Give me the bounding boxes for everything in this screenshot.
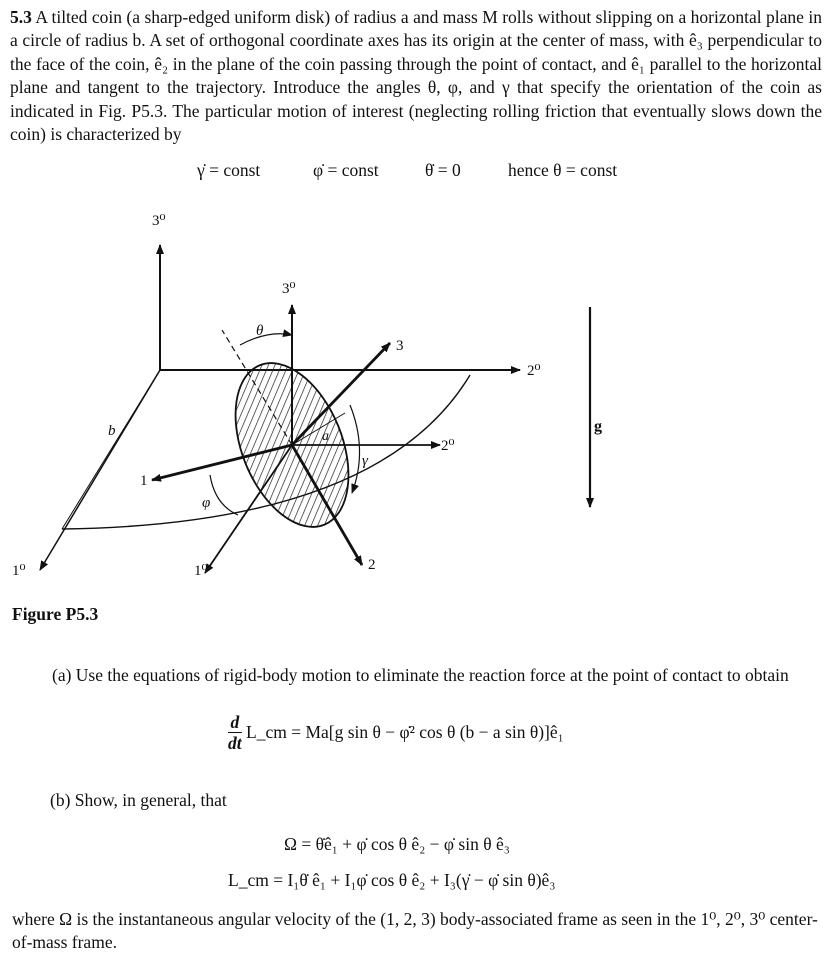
closing-text: where Ω is the instantaneous angular velocity of the (1, 2, 3) body-associated frame as seen in the 1⁰, 2⁰, 3⁰ center-of-mass frame. xyxy=(12,909,818,953)
condition-theta: hence θ = const xyxy=(508,160,618,180)
label-theta: θ xyxy=(256,323,264,339)
figure-p5-3 xyxy=(0,195,832,595)
label-axis-2-outer: 2⁰ xyxy=(527,363,541,379)
label-g: g xyxy=(594,418,602,435)
gamma-arc xyxy=(350,405,360,493)
label-body-2: 2 xyxy=(368,557,376,573)
label-phi: φ xyxy=(202,495,211,511)
condition-gamma: γ̇ = const xyxy=(197,160,261,180)
motion-conditions xyxy=(0,160,832,186)
label-axis-1-inner: 1⁰ xyxy=(194,563,208,579)
label-axis-3-outer: 3⁰ xyxy=(152,213,166,229)
label-axis-2-inner: 2⁰ xyxy=(441,438,455,454)
derivative-denominator: dt xyxy=(228,733,242,753)
label-gamma: γ xyxy=(362,453,368,469)
derivative-numerator: d xyxy=(228,712,242,733)
angular-momentum-equation: L_cm = I₁θ̇ ê₁ + I₁φ̇ cos θ ê₂ + I₃(γ̇ − φ̇ sin θ)ê₃ xyxy=(228,870,556,890)
label-body-3: 3 xyxy=(396,338,404,354)
problem-statement xyxy=(10,6,822,146)
phi-arc xyxy=(210,475,238,515)
part-a-text: (a) Use the equations of rigid-body motion to eliminate the reaction force at the point of contact to obtain xyxy=(52,665,789,685)
omega-equation: Ω = θ̇ê₁ + φ̇ cos θ ê₂ − φ̇ sin θ ê₃ xyxy=(284,834,510,854)
label-axis-1-outer: 1⁰ xyxy=(12,563,26,579)
label-body-1: 1 xyxy=(140,473,148,489)
condition-phi: φ̇ = const xyxy=(313,160,379,180)
problem-text: A tilted coin (a sharp-edged uniform disk) of radius a and mass M rolls without slipping on a horizontal plane in a circle of radius b. A set of orthogonal coordinate axes has its origin at the center of mass, with ê₃ perpendicular to the face of the coin, ê₂ in the plane of the coin passing through the point of contact, and ê₁ parallel to the horizontal plane and tangent to the trajectory. Introduce the angles θ, φ, and γ that specify the orientation of the coin as indicated in Fig. P5.3. The particular motion of interest (neglecting rolling friction that eventually slows down the coin) is characterized by xyxy=(10,7,822,145)
derivative-fraction xyxy=(228,712,242,753)
figure-caption: Figure P5.3 xyxy=(12,604,99,624)
label-b: b xyxy=(108,423,116,439)
part-b-text: (b) Show, in general, that xyxy=(50,790,227,810)
part-a-equation-rest: L_cm = Ma[g sin θ − φ̇² cos θ (b − a sin θ)]ê₁ xyxy=(246,722,564,742)
radius-b-line xyxy=(62,370,160,529)
condition-theta-dot: θ̇ = 0 xyxy=(425,160,461,180)
theta-arc xyxy=(240,334,292,345)
label-axis-3-inner: 3⁰ xyxy=(282,281,296,297)
problem-number: 5.3 xyxy=(10,7,32,27)
label-a: a xyxy=(322,429,329,444)
part-a-equation xyxy=(228,712,564,753)
